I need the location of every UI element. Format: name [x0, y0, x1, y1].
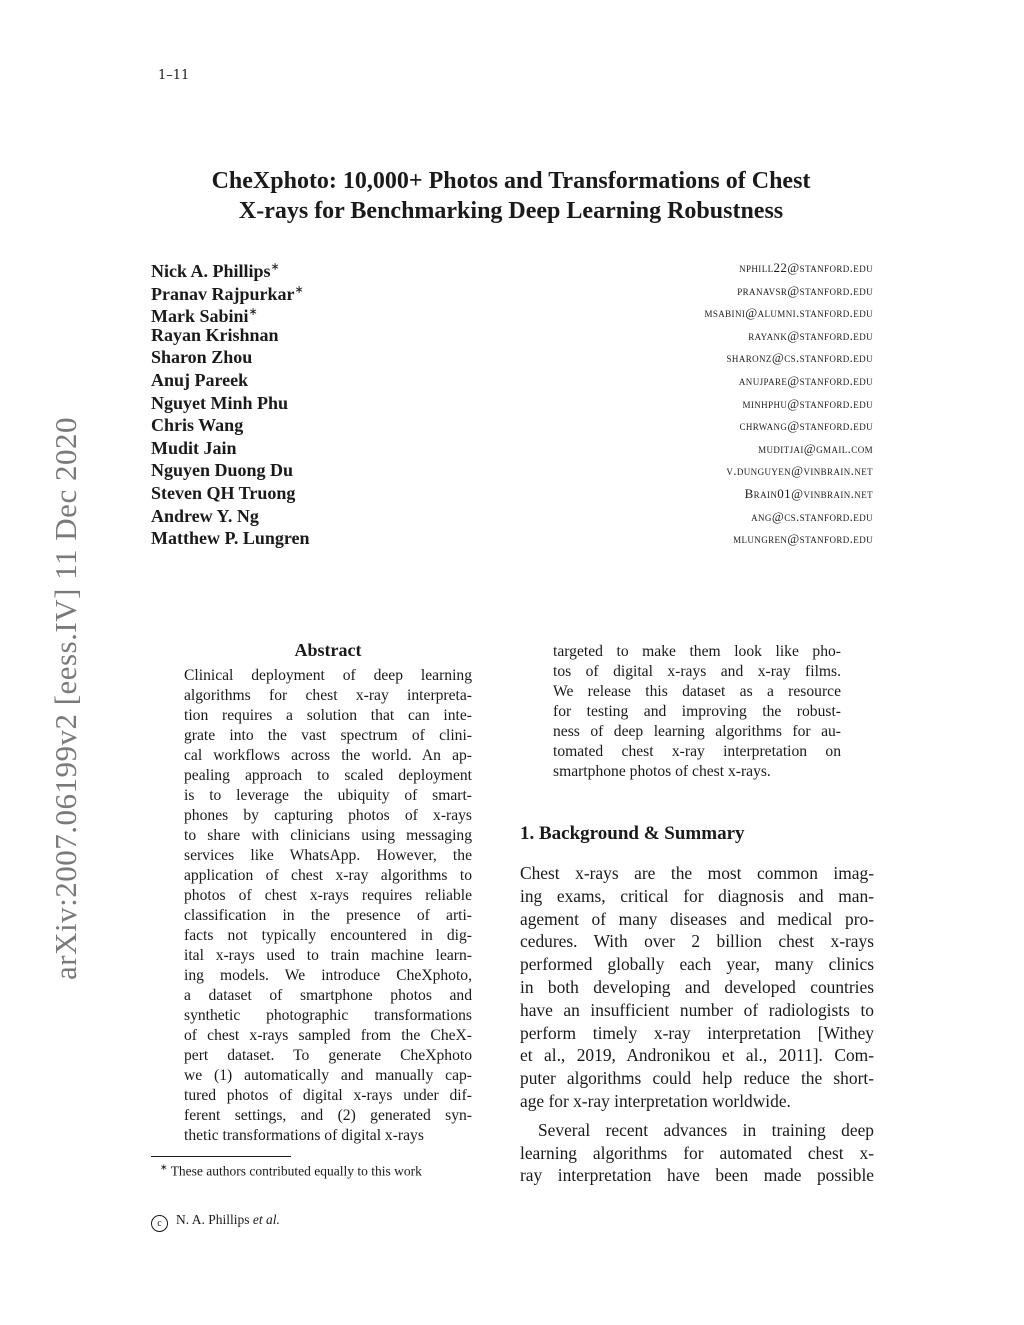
- abstract-line: synthetic photographic transformations: [184, 1007, 472, 1024]
- author-name: [151, 414, 243, 436]
- copyright-etal: et al.: [252, 1212, 280, 1227]
- author-name-text: Nguyet Minh Phu: [151, 392, 289, 413]
- author-row: [151, 482, 873, 505]
- author-email: pranavsr@stanford.edu: [737, 282, 873, 298]
- author-name: [151, 482, 295, 504]
- footnote-mark: ∗: [160, 1162, 168, 1172]
- author-row: [151, 324, 873, 347]
- abstract-line: tos of digital x-rays and x-ray films.: [553, 663, 841, 680]
- equal-contribution-mark: ∗: [294, 283, 304, 296]
- abstract-line: photos of chest x-rays requires reliable: [184, 887, 472, 904]
- paragraph-line: Several recent advances in training deep: [538, 1119, 874, 1140]
- author-email: muditjai@gmail.com: [758, 440, 873, 456]
- footnote-text: These authors contributed equally to this work: [170, 1163, 422, 1179]
- paragraph-line: learning algorithms for automated chest x-: [520, 1142, 874, 1163]
- author-name-text: Mark Sabini: [151, 306, 249, 327]
- section-body: [520, 862, 874, 1187]
- author-row: [151, 437, 873, 460]
- abstract-line: application of chest x-ray algorithms to: [184, 867, 472, 884]
- paragraph-line: cedures. With over 2 billion chest x-rays: [520, 931, 874, 952]
- author-email: chrwang@stanford.edu: [739, 418, 873, 434]
- abstract-line: pert dataset. To generate CheXphoto: [184, 1047, 472, 1064]
- abstract-text-left: [184, 666, 472, 1146]
- paragraph-line: agement of many diseases and medical pro-: [520, 908, 874, 929]
- equal-contribution-mark: ∗: [270, 261, 280, 273]
- page-number: 1–11: [158, 68, 190, 83]
- paragraph-line: have an insufficient number of radiologists to: [520, 999, 874, 1020]
- footnote-rule: [151, 1156, 291, 1157]
- abstract-line: smartphone photos of chest x-rays.: [553, 763, 771, 780]
- abstract-line: phones by capturing photos of x-rays: [184, 807, 472, 824]
- copyright-icon: c: [151, 1215, 168, 1232]
- author-email: sharonz@cs.stanford.edu: [726, 350, 873, 366]
- abstract-line: classification in the presence of arti-: [184, 907, 472, 924]
- abstract-line: targeted to make them look like pho-: [553, 643, 841, 660]
- author-row: [151, 527, 873, 550]
- author-email: ang@cs.stanford.edu: [751, 508, 873, 524]
- author-name-text: Steven QH Truong: [151, 482, 296, 503]
- footnote: [160, 1162, 422, 1180]
- author-email: mlungren@stanford.edu: [733, 531, 873, 547]
- equal-contribution-mark: ∗: [248, 306, 258, 319]
- paragraph-line: in both developing and developed countries: [520, 976, 874, 997]
- abstract-line: is to leverage the ubiquity of smart-: [184, 787, 472, 804]
- author-name: [151, 437, 237, 459]
- author-row: [151, 369, 873, 392]
- author-row: [151, 256, 873, 279]
- author-name-text: Nick A. Phillips: [151, 261, 271, 281]
- abstract-line: We release this dataset as a resource: [553, 683, 841, 700]
- abstract-line: to share with clinicians using messaging: [184, 827, 472, 844]
- author-name-text: Andrew Y. Ng: [151, 505, 259, 526]
- author-row: [151, 346, 873, 369]
- abstract-line: grate into the vast spectrum of clini-: [184, 727, 472, 744]
- author-name: [151, 346, 252, 368]
- author-name-text: Mudit Jain: [151, 437, 237, 458]
- author-name: [151, 369, 248, 391]
- paragraph-line: age for x-ray interpretation worldwide.: [520, 1090, 791, 1111]
- author-email: minhphu@stanford.edu: [742, 395, 873, 411]
- title-line: CheXphoto: 10,000+ Photos and Transformations of Chest: [211, 168, 811, 194]
- author-row: [151, 301, 873, 327]
- abstract-line: we (1) automatically and manually cap-: [184, 1067, 472, 1084]
- author-list: [151, 256, 873, 550]
- abstract-line: ferent settings, and (2) generated syn-: [184, 1107, 472, 1124]
- author-email: v.dunguyen@vinbrain.net: [726, 463, 873, 479]
- author-email: anujpare@stanford.edu: [738, 372, 873, 388]
- paragraph-line: Chest x-rays are the most common imag-: [520, 863, 874, 883]
- author-name-text: Pranav Rajpurkar: [151, 283, 295, 304]
- author-name: [151, 527, 310, 549]
- abstract-line: ital x-rays used to train machine learn-: [184, 947, 472, 964]
- paragraph-line: ray interpretation have been made possible: [520, 1165, 874, 1186]
- abstract-line: facts not typically encountered in dig-: [184, 927, 472, 944]
- abstract-line: of chest x-rays sampled from the CheX-: [184, 1027, 472, 1044]
- author-name: [151, 459, 293, 481]
- abstract-line: tured photos of digital x-rays under dif-: [184, 1087, 472, 1104]
- author-email: nphill22@stanford.edu: [739, 260, 873, 275]
- abstract-line: Clinical deployment of deep learning: [184, 667, 472, 684]
- author-row: [151, 505, 873, 528]
- author-name-text: Sharon Zhou: [151, 347, 253, 368]
- abstract-line: cal workflows across the world. An ap-: [184, 747, 472, 764]
- author-name: [151, 324, 279, 346]
- author-name-text: Rayan Krishnan: [151, 324, 279, 345]
- abstract-line: services like WhatsApp. However, the: [184, 847, 472, 864]
- paper-title: [150, 166, 872, 226]
- author-name-text: Chris Wang: [151, 415, 244, 436]
- abstract-line: tion requires a solution that can inte-: [184, 707, 472, 724]
- author-name: [151, 505, 259, 527]
- author-name-text: Anuj Pareek: [151, 369, 249, 390]
- paragraph-line: ing exams, critical for diagnosis and man-: [520, 885, 874, 906]
- abstract-line: for testing and improving the robust-: [553, 703, 841, 720]
- section-heading: 1. Background & Summary: [520, 823, 745, 844]
- arxiv-stamp: arXiv:2007.06199v2 [eess.IV] 11 Dec 2020: [48, 417, 83, 980]
- copyright-authors: N. A. Phillips: [176, 1212, 250, 1227]
- abstract-line: pealing approach to scaled deployment: [184, 767, 472, 784]
- abstract-text-right: [553, 642, 841, 782]
- paragraph-line: et al., 2019, Andronikou et al., 2011]. Com-: [520, 1045, 874, 1066]
- author-email: Brain01@vinbrain.net: [744, 485, 873, 501]
- author-email: rayank@stanford.edu: [748, 327, 873, 343]
- copyright-line: [151, 1212, 280, 1232]
- paragraph-line: puter algorithms could help reduce the short-: [520, 1068, 874, 1089]
- author-name-text: Matthew P. Lungren: [151, 528, 310, 549]
- author-name-text: Nguyen Duong Du: [151, 460, 294, 481]
- author-name: [151, 392, 288, 414]
- author-row: [151, 459, 873, 482]
- abstract-line: tomated chest x-ray interpretation on: [553, 743, 841, 760]
- abstract-line: thetic transformations of digital x-rays: [184, 1127, 424, 1144]
- paragraph-line: perform timely x-ray interpretation [Withey: [520, 1022, 874, 1043]
- author-email: msabini@alumni.stanford.edu: [704, 305, 873, 321]
- title-line: X-rays for Benchmarking Deep Learning Robustness: [238, 198, 784, 224]
- abstract-line: a dataset of smartphone photos and: [184, 987, 472, 1004]
- abstract-line: ing models. We introduce CheXphoto,: [184, 967, 472, 984]
- abstract-heading: Abstract: [294, 640, 362, 660]
- abstract-line: algorithms for chest x-ray interpreta-: [184, 687, 472, 704]
- author-row: [151, 414, 873, 437]
- paragraph-line: performed globally each year, many clinics: [520, 954, 874, 975]
- abstract-line: ness of deep learning algorithms for au-: [553, 723, 841, 740]
- author-row: [151, 279, 873, 302]
- author-row: [151, 392, 873, 415]
